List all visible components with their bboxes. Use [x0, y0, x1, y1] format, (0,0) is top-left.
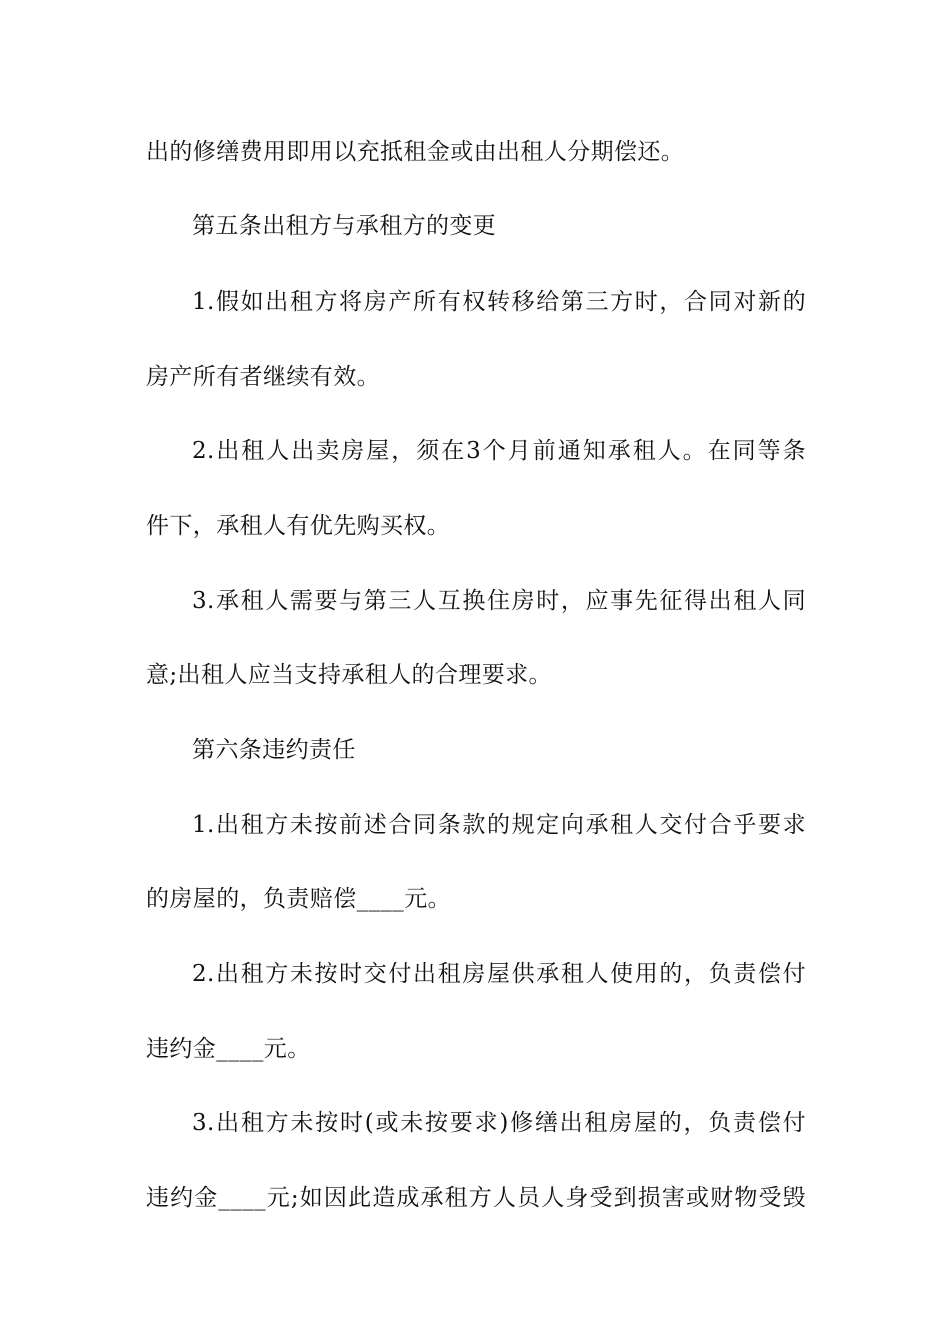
paragraph-line-5: 2.出租人出卖房屋，须在3个月前通知承租人。在同等条	[192, 438, 806, 464]
paragraph-line-10: 1.出租方未按前述合同条款的规定向承租人交付合乎要求	[192, 812, 806, 838]
section-heading-article-6: 第六条违约责任	[192, 737, 356, 763]
paragraph-line-6: 件下，承租人有优先购买权。	[146, 513, 451, 539]
paragraph-line-15: 违约金____元;如因此造成承租方人员人身受到损害或财物受毁	[146, 1185, 806, 1211]
paragraph-line-3: 1.假如出租方将房产所有权转移给第三方时，合同对新的	[192, 289, 806, 315]
paragraph-line-14: 3.出租方未按时(或未按要求)修缮出租房屋的，负责偿付	[192, 1110, 806, 1136]
paragraph-line-13: 违约金____元。	[146, 1036, 311, 1062]
paragraph-line-4: 房产所有者继续有效。	[146, 364, 380, 390]
paragraph-line-12: 2.出租方未按时交付出租房屋供承租人使用的，负责偿付	[192, 961, 806, 987]
paragraph-line-8: 意;出租人应当支持承租人的合理要求。	[146, 662, 552, 688]
paragraph-line-7: 3.承租人需要与第三人互换住房时，应事先征得出租人同	[192, 588, 806, 614]
section-heading-article-5: 第五条出租方与承租方的变更	[192, 213, 497, 239]
paragraph-line-11: 的房屋的，负责赔偿____元。	[146, 886, 451, 912]
paragraph-line-1: 出的修缮费用即用以充抵租金或由出租人分期偿还。	[146, 139, 685, 165]
